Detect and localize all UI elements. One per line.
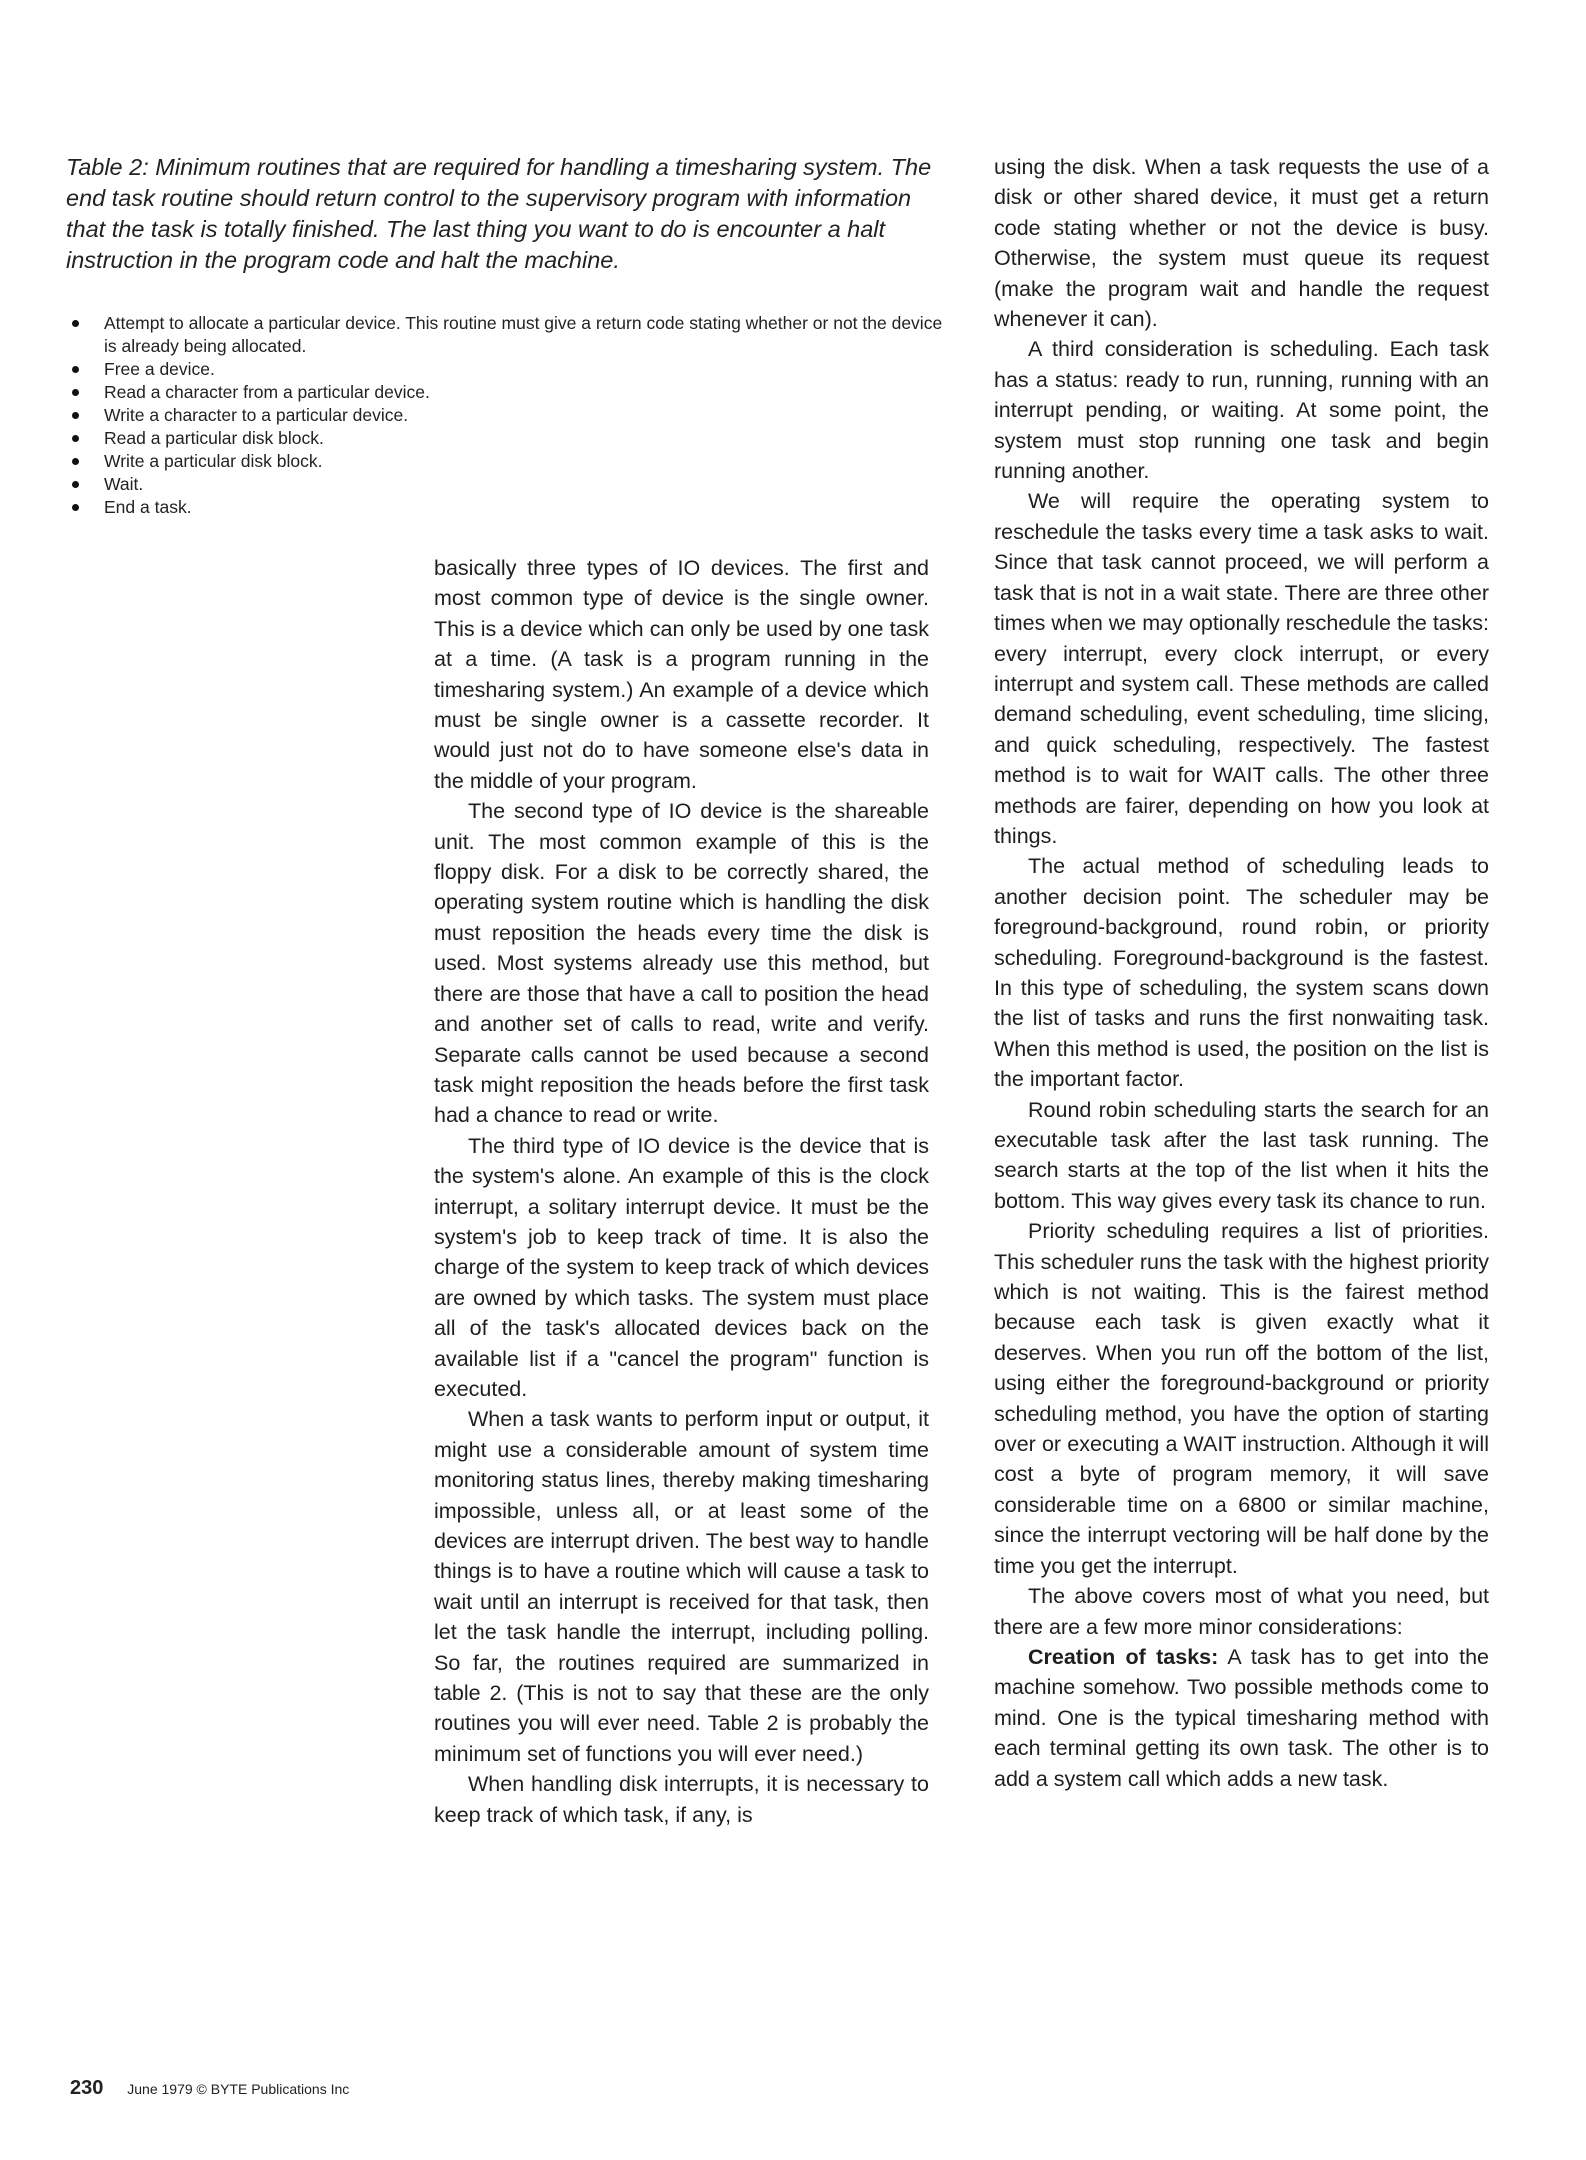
paragraph: We will require the operating system to reschedule the tasks every time a task asks to wait. Since that task cannot proceed, we will perform a task that is not in a wait state. There are three other times when we may optionally reschedule the tasks: every interrupt, every clock interrupt, or every interrupt and system call. These methods are called demand scheduling, event scheduling, time slicing, and quick scheduling, respectively. The fastest method is to wait for WAIT calls. The other three methods are fairer, depending on how you look at things. bbox=[994, 489, 1489, 848]
paragraph-text: A task has to get into the machine somehow. Two possible methods come to mind. One is the typical timesharing method with each terminal getting its own task. The other is to add a system call which adds a new task. bbox=[994, 1644, 1489, 1791]
list-item: Read a particular disk block. bbox=[72, 427, 952, 450]
table-caption: Table 2: Minimum routines that are required for handling a timesharing system. The end task routine should return control to the supervisory program with information that the task is totally finished. The last thing you want to do is encounter a halt instruction in the program code and halt the machine. bbox=[66, 154, 932, 273]
paragraph: The third type of IO device is the device that is the system's alone. An example of this is the clock interrupt, a solitary interrupt device. It must be the system's job to keep track of time. It is also the charge of the system to keep track of which devices are owned by which tasks. The system must place all of the task's allocated devices back on the available list if a "cancel the program" function is executed. bbox=[434, 1133, 929, 1401]
paragraph: Round robin scheduling starts the search for an executable task after the last task running. The search starts at the top of the list when it hits the bottom. This way gives every task its chance to run. bbox=[994, 1097, 1489, 1213]
paragraph: Priority scheduling requires a list of priorities. This scheduler runs the task with the highest priority which is not waiting. This is the fairest method because each task is given exactly what it deserves. When you run off the bottom of the list, using either the foreground-background or priority scheduling method, you have the option of starting over or executing a WAIT instruction. Although it will cost a byte of program memory, it will save considerable time on a 6800 or similar machine, since the interrupt vectoring will be half done by the time you get the interrupt. bbox=[994, 1219, 1489, 1578]
list-item: Read a character from a particular device. bbox=[72, 381, 952, 404]
paragraph: The second type of IO device is the shareable unit. The most common example of this is the floppy disk. For a disk to be correctly shared, the operating system routine which is handling the disk must reposition the heads every time the disk is used. Most systems already use this method, but there are those that have a call to position the head and another set of calls to read, write and verify. Separate calls cannot be used because a second task might reposition the heads before the first task had a chance to read or write. bbox=[434, 799, 929, 1128]
list-item: Wait. bbox=[72, 473, 952, 496]
list-item: End a task. bbox=[72, 496, 952, 519]
paragraph: A third consideration is scheduling. Each task has a status: ready to run, running, running with an interrupt pending, or waiting. At some point, the system must stop running one task and begin running another. bbox=[994, 337, 1489, 484]
paragraph: When handling disk interrupts, it is necessary to keep track of which task, if any, is bbox=[434, 1772, 929, 1827]
page-number: 230 bbox=[70, 2077, 104, 2099]
paragraph: basically three types of IO devices. The first and most common type of device is the single owner. This is a device which can only be used by one task at a time. (A task is a program running in the timesharing system.) An example of a device which must be single owner is a cassette recorder. It would just not do to have someone else's data in the middle of your program. bbox=[434, 556, 929, 793]
paragraph: The actual method of scheduling leads to another decision point. The scheduler may be foreground-background, round robin, or priority scheduling. Foreground-background is the fastest. In this type of scheduling, the system scans down the list of tasks and runs the first nonwaiting task. When this method is used, the position on the list is the important factor. bbox=[994, 854, 1489, 1092]
paragraph bbox=[994, 1642, 1489, 1794]
list-item: Attempt to allocate a particular device. This routine must give a return code stating whether or not the device is already being allocated. bbox=[72, 312, 952, 358]
right-column bbox=[994, 152, 1489, 1794]
paragraph: The above covers most of what you need, but there are a few more minor considerations: bbox=[994, 1584, 1489, 1639]
paragraph: using the disk. When a task requests the use of a disk or other shared device, it must get a return code stating whether or not the device is busy. Otherwise, the system must queue its request (make the program wait and handle the request whenever it can). bbox=[994, 155, 1489, 332]
list-item: Free a device. bbox=[72, 358, 952, 381]
section-heading: Creation of tasks: bbox=[1028, 1644, 1219, 1669]
routines-list bbox=[72, 312, 952, 519]
paragraph: When a task wants to perform input or output, it might use a considerable amount of system time monitoring status lines, thereby making timesharing impossible, unless all, or at least some of the devices are interrupt driven. The best way to handle things is to have a routine which will cause a task to wait until an interrupt is received for that task, then let the task handle the interrupt, including polling. So far, the routines required are summarized in table 2. (This is not to say that these are the only routines you will ever need. Table 2 is probably the minimum set of functions you will ever need.) bbox=[434, 1407, 929, 1766]
list-item: Write a particular disk block. bbox=[72, 450, 952, 473]
middle-column bbox=[434, 553, 929, 1830]
list-item: Write a character to a particular device. bbox=[72, 404, 952, 427]
publication-line: June 1979 © BYTE Publications Inc bbox=[127, 2081, 350, 2097]
page-footer bbox=[70, 2077, 349, 2100]
